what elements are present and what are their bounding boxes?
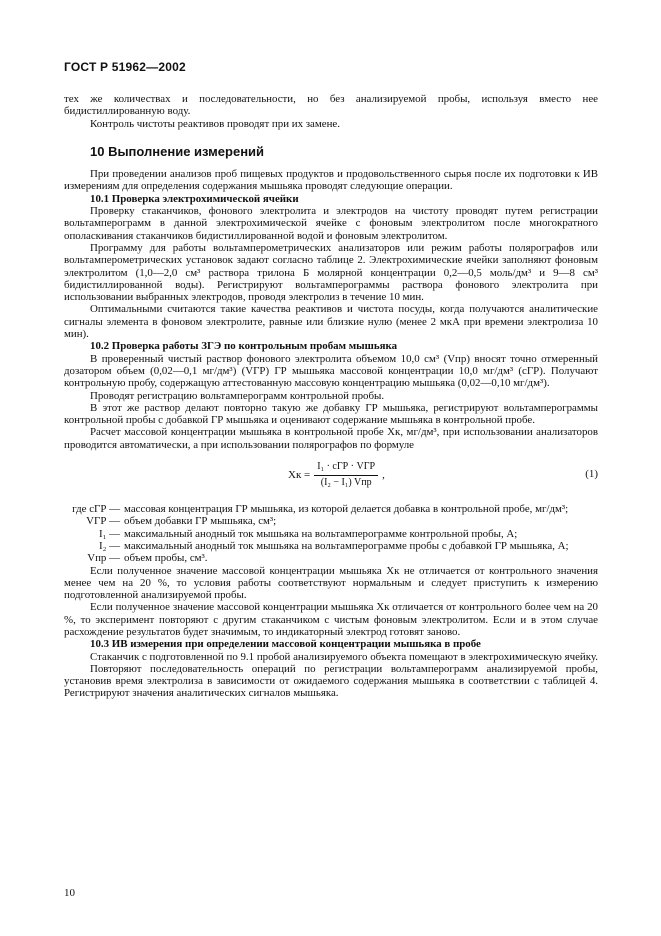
legend-row: [64, 503, 598, 515]
formula-1: [64, 455, 598, 499]
document-header: ГОСТ Р 51962—2002: [64, 60, 186, 74]
legend-symbol: I₁ —: [98, 527, 120, 540]
formula-lhs: Xк =: [288, 468, 311, 481]
formula-denominator: (I₂ − I₁) Vпр: [320, 476, 372, 488]
legend-symbol: где cГР —: [72, 503, 120, 516]
legend-text: массовая концентрация ГР мышьяка, из которой делается добавка в контрольной пробе, мг/дм³;: [124, 503, 569, 516]
legend-row: [64, 540, 598, 552]
intro-paragraph-1: тех же количествах и последовательности, но без анализируемой пробы, используя вместо нее бидистиллированную воду.: [64, 93, 598, 118]
document-body: [64, 93, 598, 700]
legend-row: [64, 515, 598, 527]
legend-text: максимальный анодный ток мышьяка на вольтамперограмме контрольной пробы, А;: [124, 527, 518, 540]
subsection-10-2-paragraph-4: Расчет массовой концентрации мышьяка в контрольной пробе Xк, мг/дм³, при использовании анализаторов проводится автоматически, а при использовании полярографов по формуле: [64, 426, 598, 451]
subsection-10-2-paragraph-5: Если полученное значение массовой концентрации мышьяка Xк не отличается от контрольного значения менее чем на 20 %, то условия работы соответствуют нормальным и следует приступить к измерению подготовленной анализируемой пробы.: [64, 564, 598, 602]
formula-fraction: [314, 461, 378, 489]
subsection-10-2-paragraph-6: Если полученное значение массовой концентрации мышьяка Xк отличается от контрольного более чем на 20 %, то эксперимент повторяют с другим стаканчиком с чистым фоновым электролитом. Если и в этом случае расхождение результатов будет значимым, то индикаторный электрод готовят заново.: [64, 601, 598, 638]
formula-tail: ,: [382, 468, 385, 481]
intro-paragraph-2: Контроль чистоты реактивов проводят при их замене.: [90, 117, 340, 130]
legend-text: максимальный анодный ток мышьяка на вольтамперограмме пробы с добавкой ГР мышьяка, А;: [124, 539, 569, 552]
subsection-10-2-paragraph-1: В проверенный чистый раствор фонового электролита объемом 10,0 см³ (Vпр) вносят точно отмеренный дозатором объем (0,02—0,1 мг/дм³) (VГР) ГР мышьяка массовой концентрации 10,0 мг/дм³ (cГР). Получают контрольную пробу, содержащую аттестованную массовую концентрацию мышьяка (0,02—0,10 мг/дм³).: [64, 352, 598, 390]
section-10-paragraph-1: При проведении анализов проб пищевых продуктов и продовольственного сырья после их подготовки к ИВ измерениям для определения содержания мышьяка проводят следующие операции.: [64, 168, 598, 193]
subsection-10-1-paragraph-1: Проверку стаканчиков, фонового электролита и электродов на чистоту проводят путем регистрации вольтамперограмм в данной электрохимической ячейке с фоновым электролитом после многократного ополаскивания стаканчиков бидистиллированной водой и фоновым электролитом.: [64, 205, 598, 242]
legend-symbol: VГР —: [86, 515, 120, 528]
subsection-10-3-paragraph-2: Повторяют последовательность операций по регистрации вольтамперограмм анализируемой пробы, установив время электролиза в зависимости от ожидаемого содержания мышьяка в соответствии с таблицей 4. Регистрируют значения аналитических сигналов мышьяка.: [64, 662, 598, 700]
legend-symbol: I₂ —: [98, 539, 120, 552]
formula-number: (1): [585, 468, 598, 481]
subsection-10-2-paragraph-3: В этот же раствор делают повторно такую же добавку ГР мышьяка, регистрируют вольтамперограммы контрольной пробы с добавкой ГР мышьяка и оценивают содержание мышьяка в контрольной пробе.: [64, 401, 598, 427]
legend-row: [64, 552, 598, 564]
subsection-10-1-paragraph-3: Оптимальными считаются такие качества реактивов и чистота посуды, когда получаются аналитические сигналы элемента в фоновом электролите, равные или близкие нулю (менее 2 мкА при времени электролиза 10 мин).: [64, 303, 598, 341]
legend-text: объем пробы, см³.: [124, 552, 208, 565]
subsection-10-1-paragraph-2: Программу для работы вольтамперометрических анализаторов или режим работы полярографов или вольтамперометрических установок задают согласно таблице 2. Электрохимические ячейки заполняют фоновым электролитом (1,0—2,0 см³ раствора трилона Б молярной концентрации 0,2—0,5 моль/дм³ и 9—8 см³ бидистиллированной воды). Регистрируют вольтамперограммы раствора фонового электролита при использовании выбранных электродов, проводя электролиз в течение 10 мин.: [64, 241, 598, 304]
subsection-10-2-title: 10.2 Проверка работы ЗГЭ по контрольным пробам мышьяка: [90, 340, 398, 353]
section-10-title: 10 Выполнение измерений: [90, 143, 265, 159]
formula-legend: [64, 503, 598, 564]
formula-numerator: I₁ · cГР · VГР: [314, 461, 378, 475]
subsection-10-3-paragraph-1: Стаканчик с подготовленной по 9.1 пробой анализируемого объекта помещают в электрохимическую ячейку.: [90, 650, 598, 663]
legend-text: объем добавки ГР мышьяка, см³;: [124, 515, 277, 528]
legend-symbol: Vпр —: [87, 552, 120, 565]
subsection-10-1-title: 10.1 Проверка электрохимической ячейки: [90, 192, 299, 205]
legend-row: [64, 528, 598, 540]
page-number: 10: [64, 887, 75, 899]
subsection-10-3-title: 10.3 ИВ измерения при определении массовой концентрации мышьяка в пробе: [90, 638, 481, 651]
subsection-10-2-paragraph-2: Проводят регистрацию вольтамперограмм контрольной пробы.: [90, 389, 385, 402]
